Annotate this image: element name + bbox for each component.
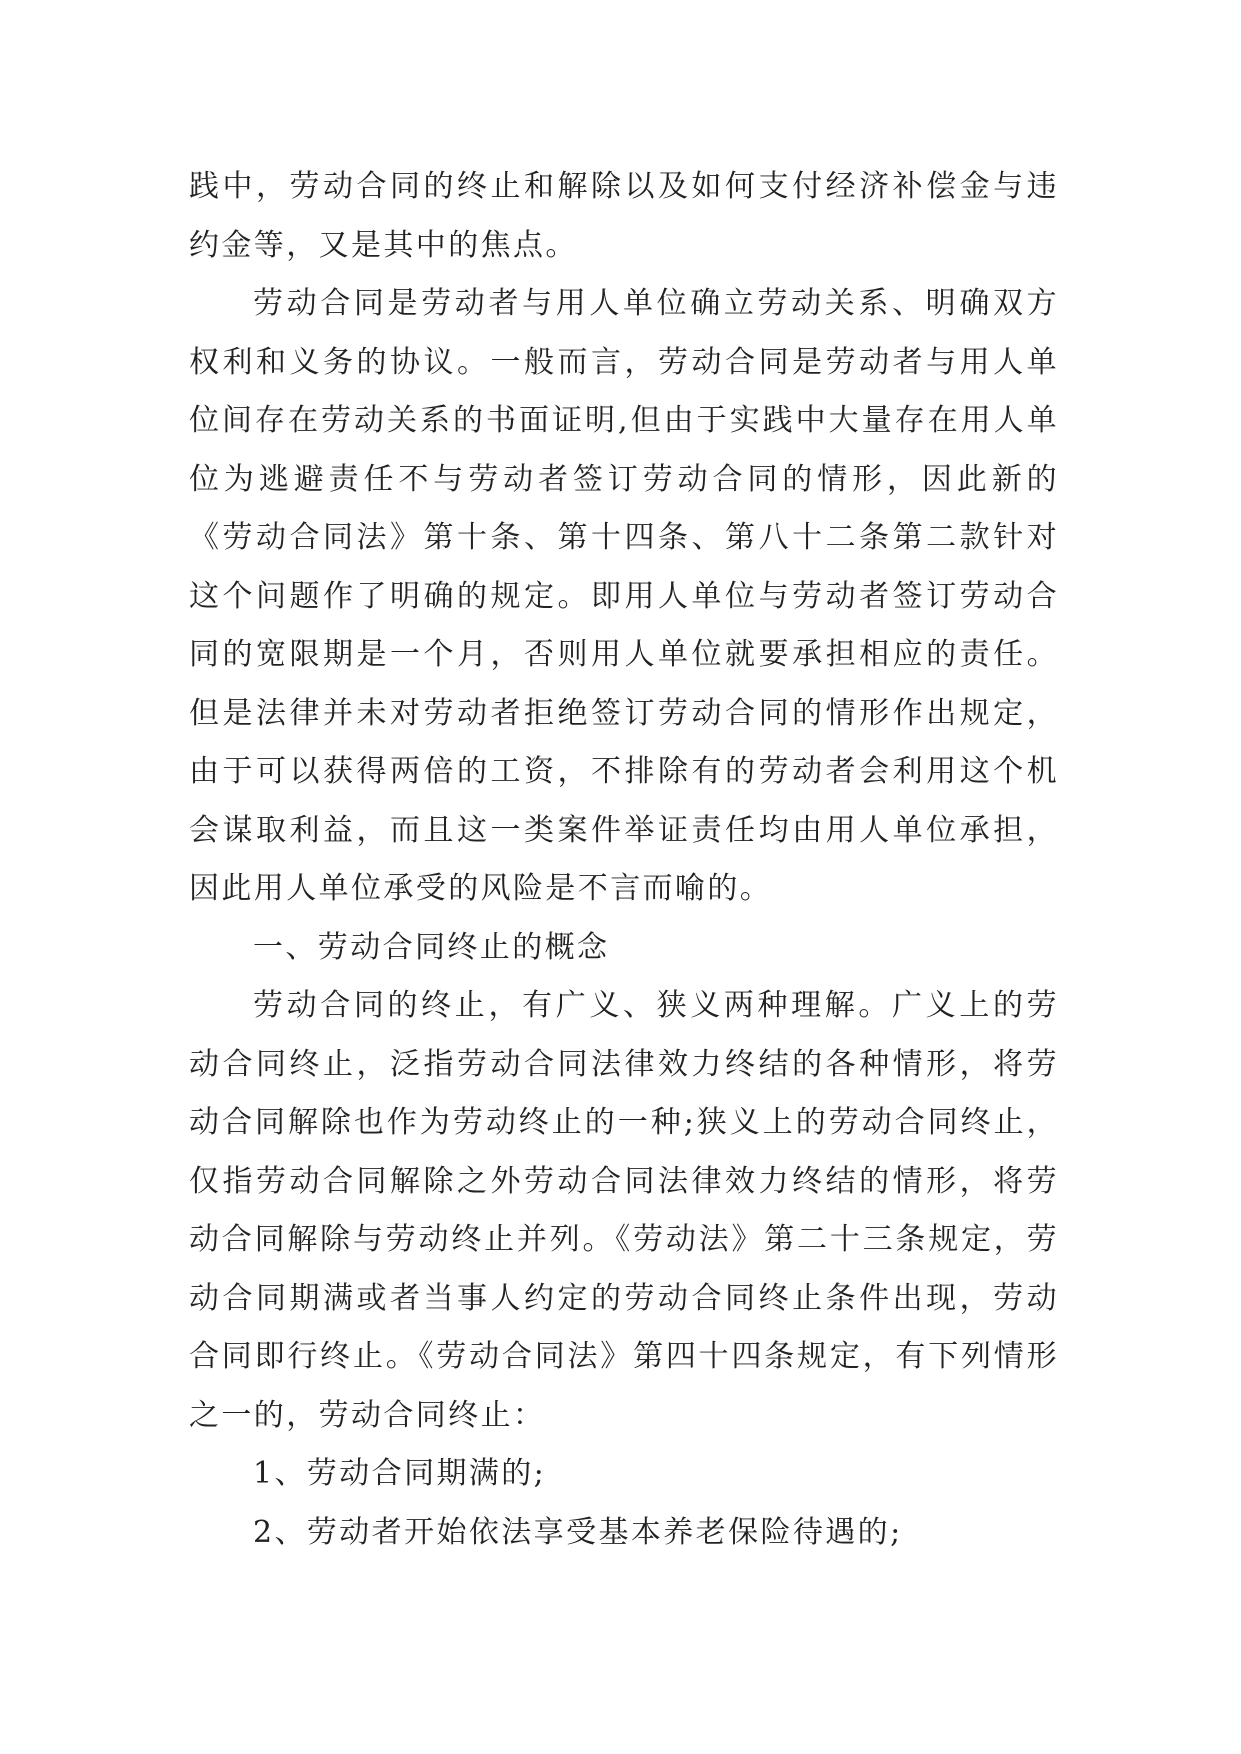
document-body xyxy=(189,158,1059,1562)
paragraph-1: 践中，劳动合同的终止和解除以及如何支付经济补偿金与违约金等，又是其中的焦点。 xyxy=(189,169,1059,263)
list-item-1: 1、劳动合同期满的; xyxy=(253,1456,547,1491)
paragraph-2: 劳动合同是劳动者与用人单位确立劳动关系、明确双方权利和义务的协议。一般而言，劳动合同是劳动者与用人单位间存在劳动关系的书面证明,但由于实践中大量存在用人单位为逃避责任不与劳动者签订劳动合同的情形，因此新的《劳动合同法》第十条、第十四条、第八十二条第二款针对这个问题作了明确的规定。即用人单位与劳动者签订劳动合同的宽限期是一个月，否则用人单位就要承担相应的责任。但是法律并未对劳动者拒绝签订劳动合同的情形作出规定，由于可以获得两倍的工资，不排除有的劳动者会利用这个机会谋取利益，而且这一类案件举证责任均由用人单位承担，因此用人单位承受的风险是不言而喻的。 xyxy=(189,286,1059,906)
list-item-2: 2、劳动者开始依法享受基本养老保险待遇的; xyxy=(253,1514,903,1550)
paragraph-3: 劳动合同的终止，有广义、狭义两种理解。广义上的劳动合同终止，泛指劳动合同法律效力终结的各种情形，将劳动合同解除也作为劳动终止的一种;狭义上的劳动合同终止，仅指劳动合同解除之外劳动合同法律效力终结的情形，将劳动合同解除与劳动终止并列。《劳动法》第二十三条规定，劳动合同期满或者当事人约定的劳动合同终止条件出现，劳动合同即行终止。《劳动合同法》第四十四条规定，有下列情形之一的，劳动合同终止： xyxy=(189,988,1059,1433)
section-heading: 一、劳动合同终止的概念 xyxy=(253,929,610,965)
